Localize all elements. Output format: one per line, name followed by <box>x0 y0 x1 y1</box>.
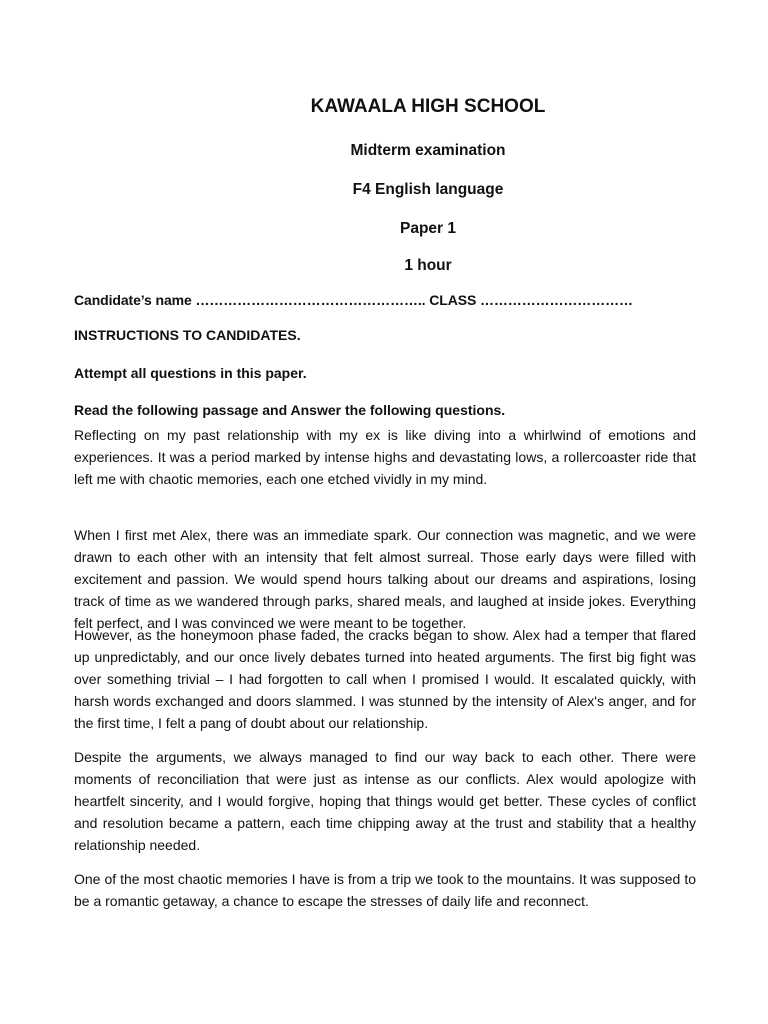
exam-title: Midterm examination <box>350 142 506 159</box>
passage-paragraph-3: However, as the honeymoon phase faded, the cracks began to show. Alex had a temper that flared up unpredictably, and our once lively debates turned into heated arguments. The first big fight was over something trivial – I had forgotten to call when I promised I would. It escalated quickly, with harsh words exchanged and doors slammed. I was stunned by the intensity of Alex's anger, and for the first time, I felt a pang of doubt about our relationship. <box>74 627 696 731</box>
exam-duration: 1 hour <box>404 257 452 274</box>
read-passage-instruction: Read the following passage and Answer the following questions. <box>74 402 506 418</box>
candidate-name-class-line: Candidate’s name ………………………………………….. CLASS …………………………… <box>74 292 633 308</box>
subject-title: F4 English language <box>352 181 504 198</box>
school-name: KAWAALA HIGH SCHOOL <box>310 96 546 117</box>
passage-paragraph-4: Despite the arguments, we always managed to find our way back to each other. There were moments of reconciliation that were just as intense as our conflicts. Alex would apologize with heartfelt sincerity, and I would forgive, hoping that things would get better. These cycles of conflict and resolution became a pattern, each time chipping away at the trust and stability that a healthy relationship needed. <box>74 749 696 853</box>
instructions-heading: INSTRUCTIONS TO CANDIDATES. <box>74 327 301 343</box>
passage-paragraph-1: Reflecting on my past relationship with my ex is like diving into a whirlwind of emotions and experiences. It was a period marked by intense highs and devastating lows, a rollercoaster ride that left me with chaotic memories, each one etched vividly in my mind. <box>74 427 696 487</box>
passage-paragraph-2: When I first met Alex, there was an immediate spark. Our connection was magnetic, and we were drawn to each other with an intensity that felt almost surreal. Those early days were filled with excitement and passion. We would spend hours talking about our dreams and aspirations, losing track of time as we wandered through parks, shared meals, and laughed at inside jokes. Everything felt perfect, and I was convinced we were meant to be together. <box>74 527 696 631</box>
attempt-instruction: Attempt all questions in this paper. <box>74 365 307 381</box>
paper-number: Paper 1 <box>399 220 456 237</box>
passage-paragraph-5: One of the most chaotic memories I have is from a trip we took to the mountains. It was supposed to be a romantic getaway, a chance to escape the stresses of daily life and reconnect. <box>74 871 696 909</box>
